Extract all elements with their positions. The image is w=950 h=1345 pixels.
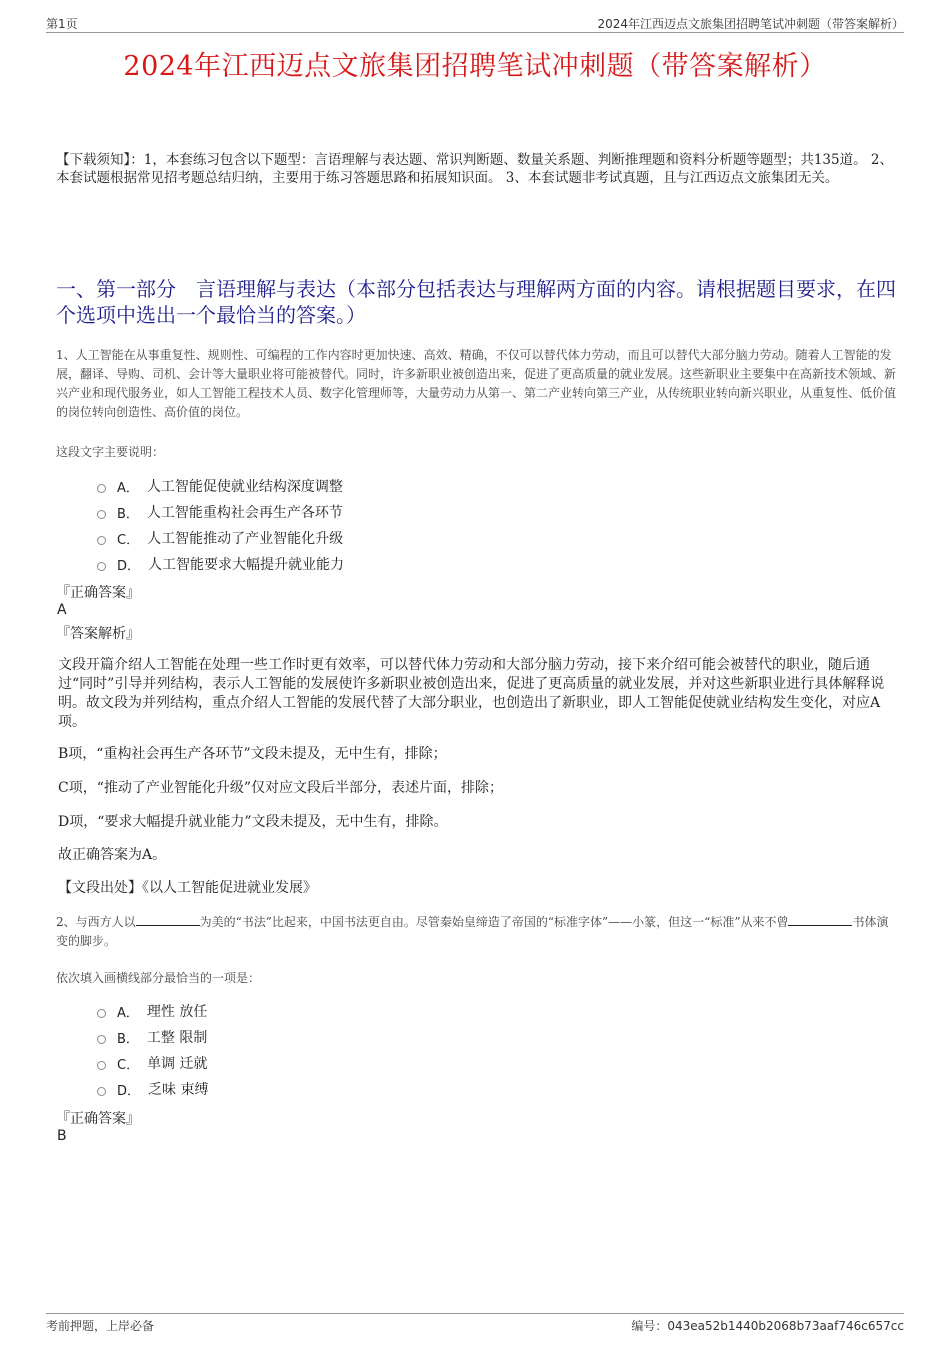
analysis-source: 【文段出处】《以人工智能促进就业发展》 xyxy=(58,880,317,896)
option-c[interactable]: C． 单调 迁就 xyxy=(97,1050,208,1076)
option-b[interactable]: B． 工整 限制 xyxy=(97,1024,208,1050)
page-header xyxy=(46,14,904,33)
section-heading: 一、第一部分 言语理解与表达（本部分包括表达与理解两方面的内容。请根据题目要求，在四个选项中选出一个最恰当的答案。） xyxy=(56,277,896,327)
document-code: 编号：043ea52b1440b2068b73aaf746c657cc xyxy=(631,1319,904,1333)
radio-icon[interactable] xyxy=(97,536,106,545)
answer-label: 『正确答案』 xyxy=(56,1111,140,1127)
question-2-prompt: 依次填入画横线部分最恰当的一项是： xyxy=(56,971,261,985)
radio-icon[interactable] xyxy=(97,562,106,571)
radio-icon[interactable] xyxy=(97,510,106,519)
radio-icon[interactable] xyxy=(97,1035,106,1044)
header-doc-title: 2024年江西迈点文旅集团招聘笔试冲刺题（带答案解析） xyxy=(597,17,904,31)
radio-icon[interactable] xyxy=(97,1009,106,1018)
question-2-options xyxy=(97,998,208,1102)
radio-icon[interactable] xyxy=(97,484,106,493)
analysis-option-c: C项，“推动了产业智能化升级”仅对应文段后半部分，表述片面，排除； xyxy=(58,780,504,796)
radio-icon[interactable] xyxy=(97,1087,106,1096)
question-1-prompt: 这段文字主要说明： xyxy=(56,445,165,459)
document-title: 2024年江西迈点文旅集团招聘笔试冲刺题（带答案解析） xyxy=(123,51,827,82)
option-a[interactable]: A． 人工智能促使就业结构深度调整 xyxy=(97,473,344,499)
page-number: 第1页 xyxy=(46,17,78,31)
analysis-label: 『答案解析』 xyxy=(56,626,140,642)
radio-icon[interactable] xyxy=(97,1061,106,1070)
answer-value: A xyxy=(57,602,67,618)
analysis-conclusion: 故正确答案为A。 xyxy=(58,847,167,863)
footer-slogan: 考前押题，上岸必备 xyxy=(46,1319,155,1333)
fill-blank xyxy=(788,913,852,926)
analysis-option-b: B项，“重构社会再生产各环节”文段未提及，无中生有，排除； xyxy=(58,746,447,762)
download-notice: 【下载须知】：1，本套练习包含以下题型：言语理解与表达题、常识判断题、数量关系题、判断推理题和资料分析题等题型；共135道。 2、本套试题根据常见招考题总结归纳，主要用于练习答题思路和拓展知识面。 3、本套试题非考试真题，且与江西迈点文旅集团无关。 xyxy=(56,152,893,186)
analysis-option-d: D项，“要求大幅提升就业能力”文段未提及，无中生有，排除。 xyxy=(58,814,448,830)
page-footer xyxy=(46,1313,904,1332)
question-1-options xyxy=(97,473,344,577)
fill-blank xyxy=(136,913,200,926)
option-d[interactable]: D． 乏味 束缚 xyxy=(97,1076,208,1102)
option-d[interactable]: D． 人工智能要求大幅提升就业能力 xyxy=(97,551,344,577)
analysis-paragraph: 文段开篇介绍人工智能在处理一些工作时更有效率，可以替代体力劳动和大部分脑力劳动，接下来介绍可能会被替代的职业，随后通过“同时”引导并列结构，表示人工智能的发展使许多新职业被创造出来，促进了更高质量的就业发展，并对这些新职业进行具体解释说明。故文段为并列结构，重点介绍人工智能的发展代替了大部分职业，也创造出了新职业，即人工智能促使就业结构发生变化，对应A项。 xyxy=(58,657,885,730)
question-2-text: 2、与西方人以 为美的“书法”比起来，中国书法更自由。尽管秦始皇缔造了帝国的“标准字体”——小篆，但这一“标准”从来不曾 书体演变的脚步。 xyxy=(56,915,889,948)
question-1-text: 1、人工智能在从事重复性、规则性、可编程的工作内容时更加快速、高效、精确，不仅可以替代体力劳动，而且可以替代大部分脑力劳动。随着人工智能的发展，翻译、导购、司机、会计等大量职业将可能被替代。同时，许多新职业被创造出来，促进了更高质量的就业发展。这些新职业主要集中在高新技术领域、新兴产业和现代服务业，如人工智能工程技术人员、数字化管理师等，大量劳动力从第一、第二产业转向第三产业，从传统职业转向新兴职业，从重复性、低价值的岗位转向创造性、高价值的岗位。 xyxy=(56,348,897,419)
option-a[interactable]: A． 理性 放任 xyxy=(97,998,208,1024)
answer-label: 『正确答案』 xyxy=(56,585,140,601)
option-b[interactable]: B． 人工智能重构社会再生产各环节 xyxy=(97,499,344,525)
answer-value: B xyxy=(57,1128,67,1144)
option-c[interactable]: C． 人工智能推动了产业智能化升级 xyxy=(97,525,344,551)
